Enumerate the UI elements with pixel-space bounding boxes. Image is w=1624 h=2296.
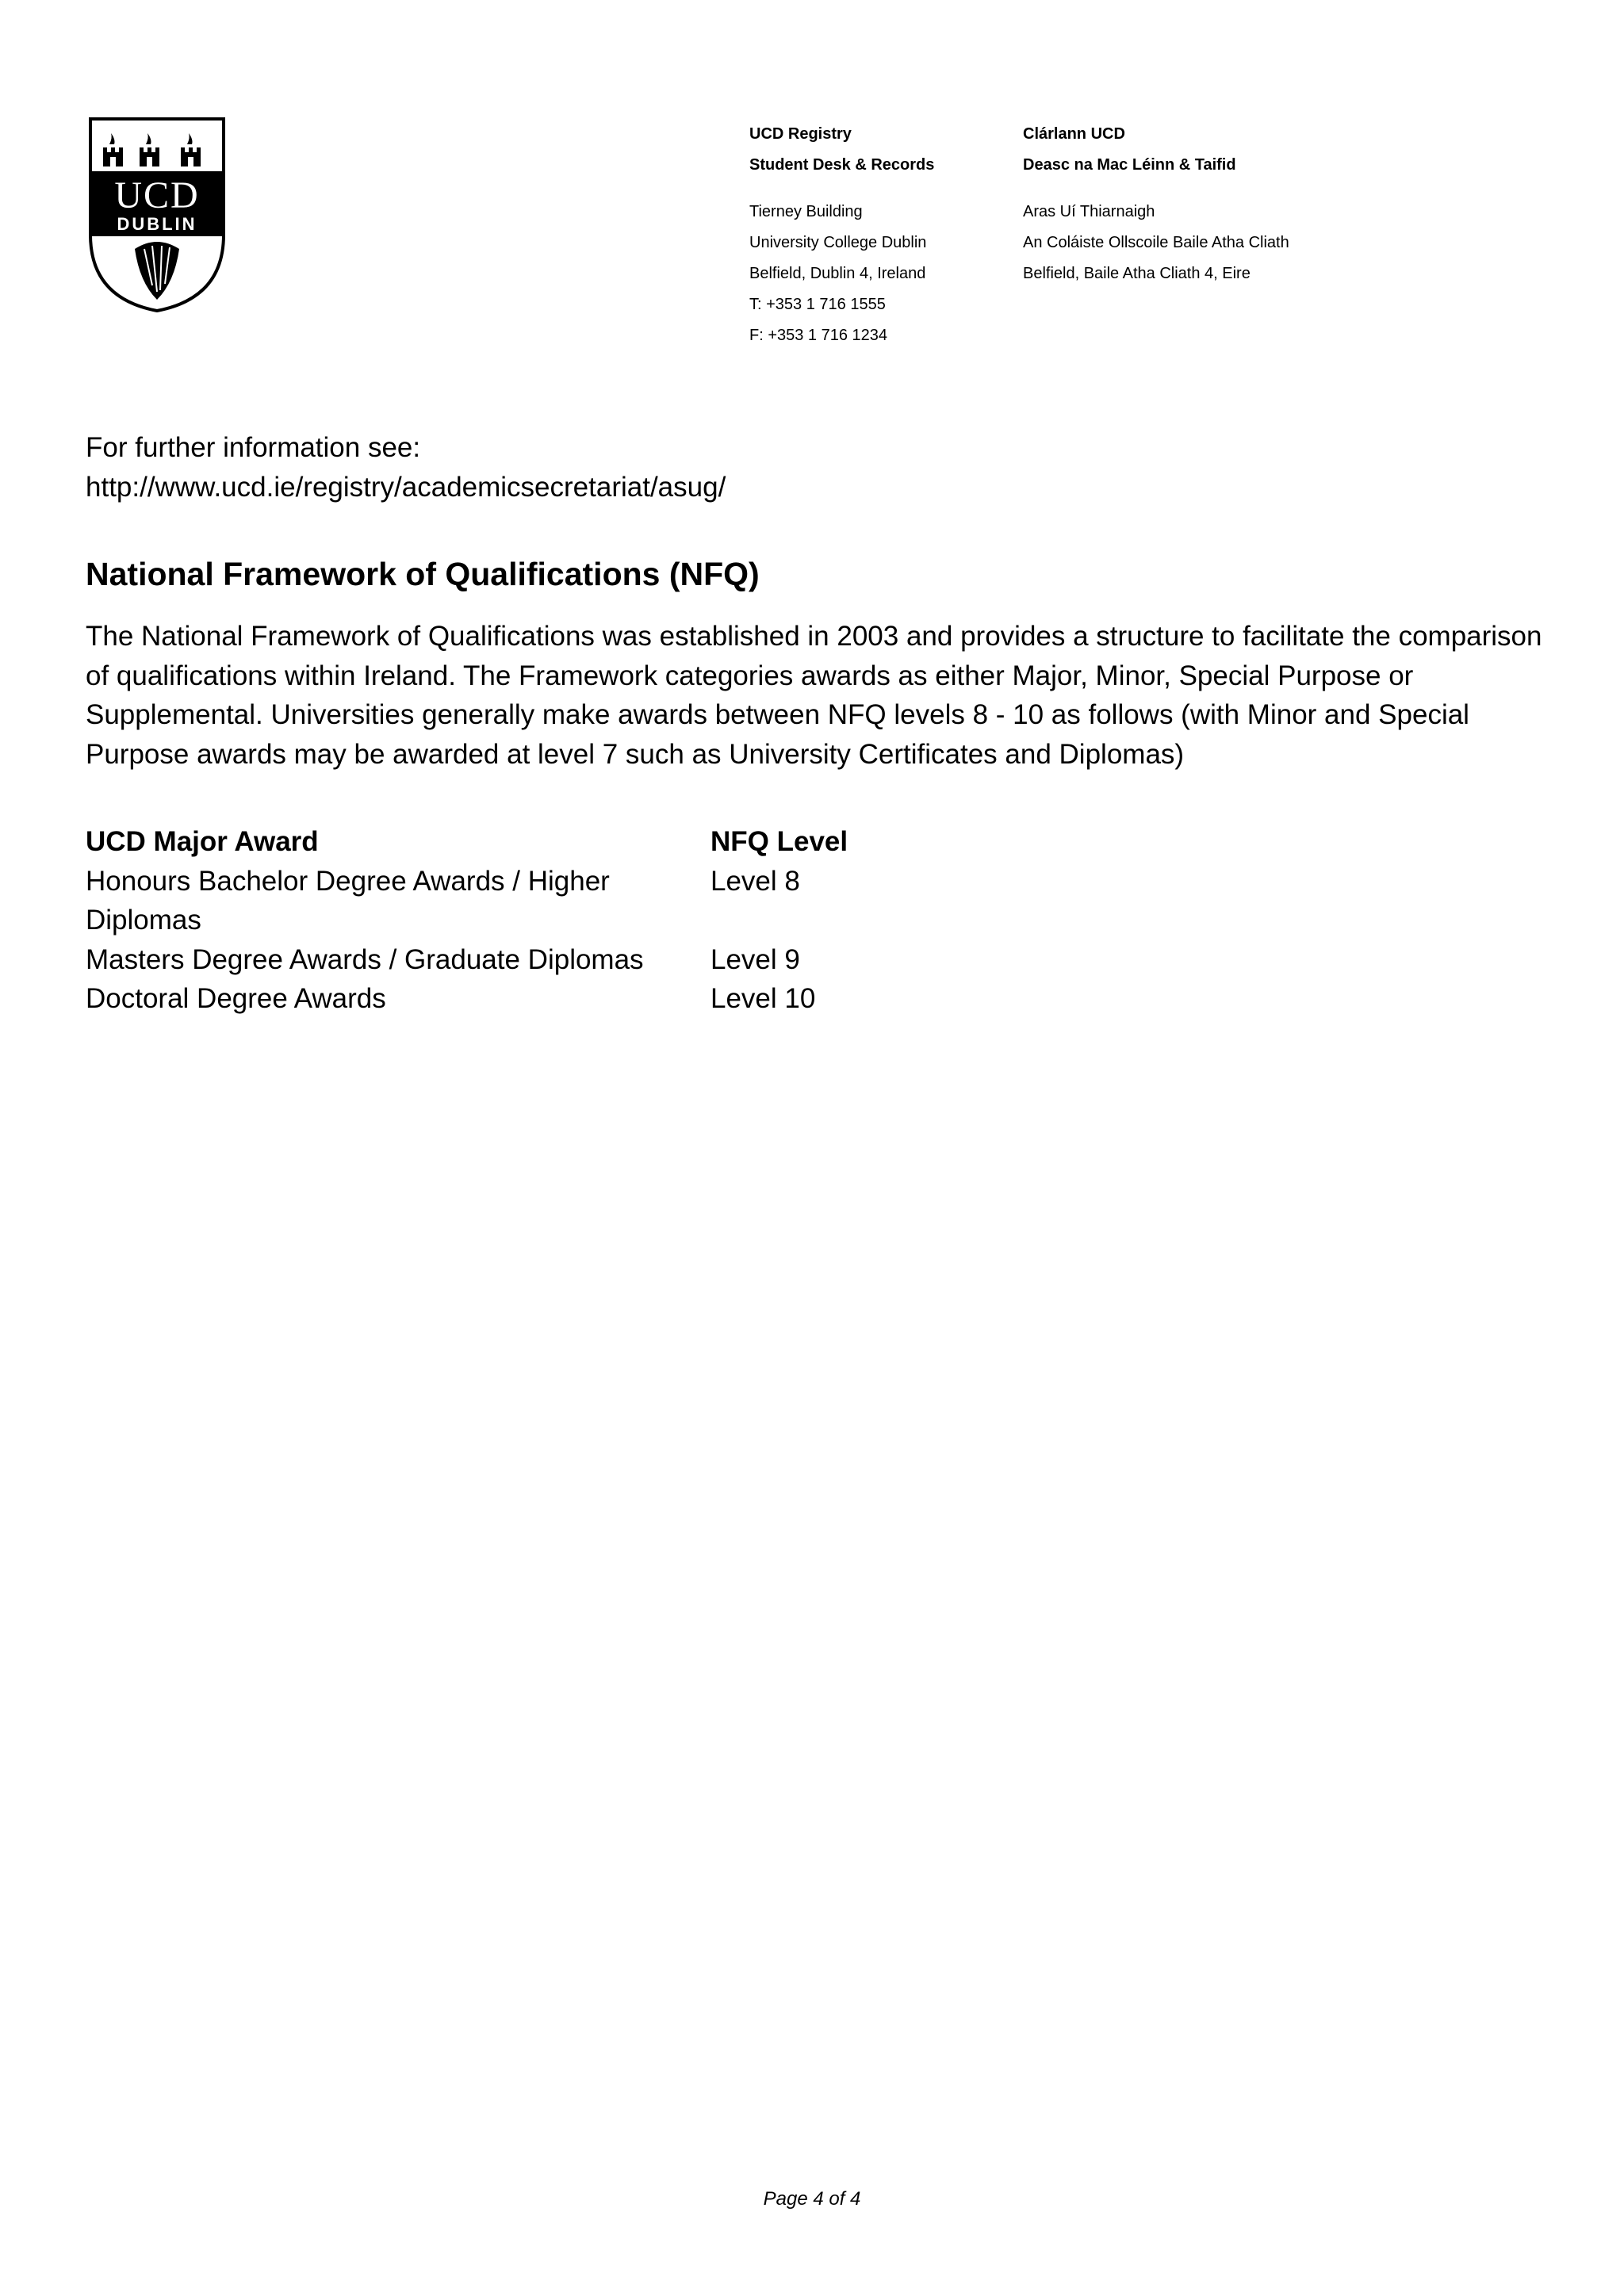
table-row bbox=[86, 979, 848, 1019]
registry-title-irish: Clárlann UCD bbox=[1023, 125, 1125, 143]
crest-text-dublin: DUBLIN bbox=[117, 214, 197, 234]
further-info-url[interactable]: http://www.ucd.ie/registry/academicsecretariat/asug/ bbox=[86, 472, 726, 503]
registry-subtitle: Student Desk & Records bbox=[749, 156, 935, 174]
award-name: Honours Bachelor Degree Awards / Higher Diplomas bbox=[86, 865, 610, 936]
award-level: Level 10 bbox=[710, 983, 816, 1014]
registry-title: UCD Registry bbox=[749, 125, 852, 143]
table-header-row bbox=[86, 822, 848, 862]
crest-text-ucd: UCD bbox=[114, 174, 200, 216]
table-row bbox=[86, 862, 848, 940]
address-line-irish: Belfield, Baile Atha Cliath 4, Eire bbox=[1023, 265, 1251, 282]
phone-number: T: +353 1 716 1555 bbox=[749, 296, 886, 313]
award-name: Doctoral Degree Awards bbox=[86, 983, 386, 1014]
address-line: University College Dublin bbox=[749, 234, 927, 251]
address-line-irish: An Coláiste Ollscoile Baile Atha Cliath bbox=[1023, 234, 1289, 251]
page-number: Page 4 of 4 bbox=[763, 2188, 861, 2210]
award-level: Level 9 bbox=[710, 943, 800, 975]
address-line-irish: Aras Uí Thiarnaigh bbox=[1023, 203, 1155, 220]
award-name: Masters Degree Awards / Graduate Diplomas bbox=[86, 943, 644, 975]
letterhead-irish bbox=[1023, 119, 1289, 289]
address-line: Belfield, Dublin 4, Ireland bbox=[749, 265, 926, 282]
further-information bbox=[86, 428, 726, 507]
section-title: National Framework of Qualifications (NFQ) bbox=[86, 556, 760, 592]
letterhead-english bbox=[749, 119, 934, 351]
ucd-crest-logo bbox=[87, 116, 227, 314]
registry-subtitle-irish: Deasc na Mac Léinn & Taifid bbox=[1023, 156, 1236, 174]
fax-number: F: +353 1 716 1234 bbox=[749, 327, 888, 344]
award-level: Level 8 bbox=[710, 865, 800, 897]
header-award: UCD Major Award bbox=[86, 826, 319, 857]
header-level: NFQ Level bbox=[710, 826, 848, 857]
further-info-label: For further information see: bbox=[86, 432, 421, 463]
awards-table bbox=[86, 822, 848, 1019]
table-row bbox=[86, 940, 848, 980]
nfq-paragraph: The National Framework of Qualifications was established in 2003 and provides a structure to facilitate the comparison of qualifications within Ireland. The Framework categories awards as either Major, Minor, Special Purpose or Supplemental. Universities generally make awards between NFQ levels 8 - 10 as follows (with Minor and Special Purpose awards may be awarded at level 7 such as University Certificates and Diplomas) bbox=[86, 621, 1542, 770]
address-line: Tierney Building bbox=[749, 203, 863, 220]
